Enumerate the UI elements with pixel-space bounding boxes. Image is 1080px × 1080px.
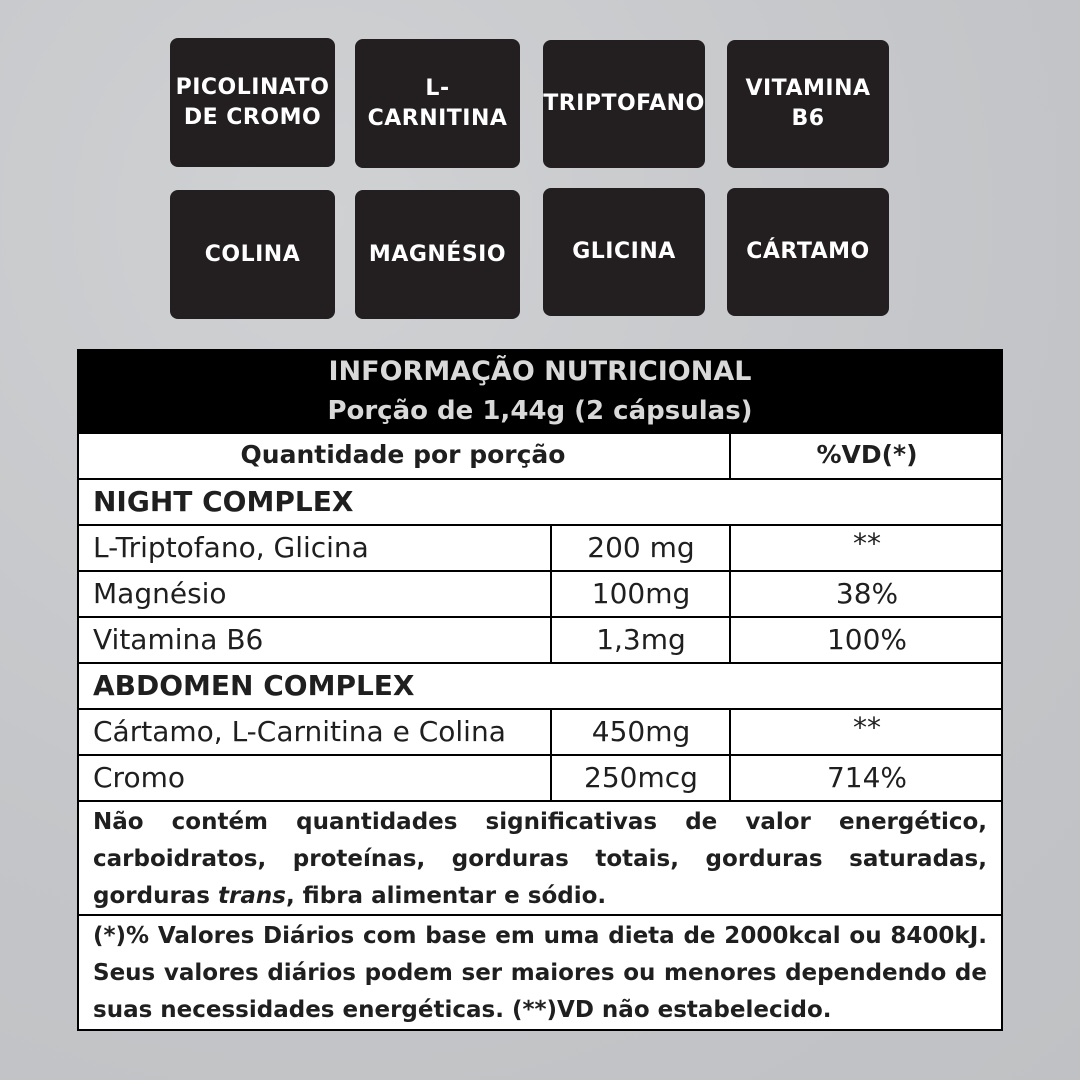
row-name: Cártamo, L-Carnitina e Colina xyxy=(93,715,506,748)
ingredient-tile-colina: COLINA xyxy=(170,190,335,319)
divider xyxy=(77,708,1003,710)
row-name: Magnésio xyxy=(93,577,227,610)
note-daily-values: (*)% Valores Diários com base em uma dieta de 2000kcal ou 8400kJ. Seus valores diários podem ser maiores ou menores dependendo de suas necessidades energéticas. (**)VD não estabelecido. xyxy=(93,923,987,1023)
divider xyxy=(77,524,1003,526)
row-name: L-Triptofano, Glicina xyxy=(93,531,369,564)
row-amount: 200 mg xyxy=(587,531,695,564)
divider xyxy=(77,800,1003,802)
row-name: Vitamina B6 xyxy=(93,623,264,656)
portion-size: Porção de 1,44g (2 cápsulas) xyxy=(327,396,753,426)
row-name: Cromo xyxy=(93,761,185,794)
column-divider xyxy=(550,524,552,662)
ingredient-tile-vitamina-b6: VITAMINA B6 xyxy=(727,40,889,168)
ingredient-tile-cartamo: CÁRTAMO xyxy=(727,188,889,316)
table-title: INFORMAÇÃO NUTRICIONAL xyxy=(328,356,752,387)
divider xyxy=(77,616,1003,618)
divider xyxy=(77,478,1003,480)
table-header xyxy=(77,349,1003,432)
divider xyxy=(77,432,1003,434)
row-amount: 100mg xyxy=(591,577,691,610)
row-vd: 38% xyxy=(835,577,899,610)
section-night-complex: NIGHT COMPLEX xyxy=(93,485,354,518)
note-trans-word: trans xyxy=(218,883,286,909)
row-amount: 450mg xyxy=(591,715,691,748)
column-divider xyxy=(729,524,731,662)
row-vd: 714% xyxy=(826,761,908,794)
row-vd: ** xyxy=(853,711,881,744)
column-header-quantity: Quantidade por porção xyxy=(240,440,566,469)
divider xyxy=(77,754,1003,756)
note-nutrients: Não contém quantidades significativas de valor energético, carboidratos, proteínas, gorduras totais, gorduras saturadas, gorduras trans, fibra alimentar e sódio. xyxy=(93,809,987,909)
column-divider xyxy=(729,432,731,478)
row-amount: 250mcg xyxy=(584,761,698,794)
divider xyxy=(77,914,1003,916)
row-amount: 1,3mg xyxy=(596,623,686,656)
ingredient-tile-picolinato-de-cromo: PICOLINATO DE CROMO xyxy=(170,38,335,167)
divider xyxy=(77,662,1003,664)
column-header-vd: %VD(*) xyxy=(816,440,918,469)
column-divider xyxy=(550,708,552,800)
ingredient-tile-glicina: GLICINA xyxy=(543,188,705,316)
column-divider xyxy=(729,708,731,800)
nutrition-facts-table xyxy=(77,349,1003,1031)
ingredient-tile-l-carnitina: L-CARNITINA xyxy=(355,39,520,168)
section-abdomen-complex: ABDOMEN COMPLEX xyxy=(93,669,415,702)
row-vd: 100% xyxy=(826,623,908,656)
ingredient-tile-magnesio: MAGNÉSIO xyxy=(355,190,520,319)
row-vd: ** xyxy=(853,527,881,560)
divider xyxy=(77,570,1003,572)
ingredient-tile-triptofano: TRIPTOFANO xyxy=(543,40,705,168)
